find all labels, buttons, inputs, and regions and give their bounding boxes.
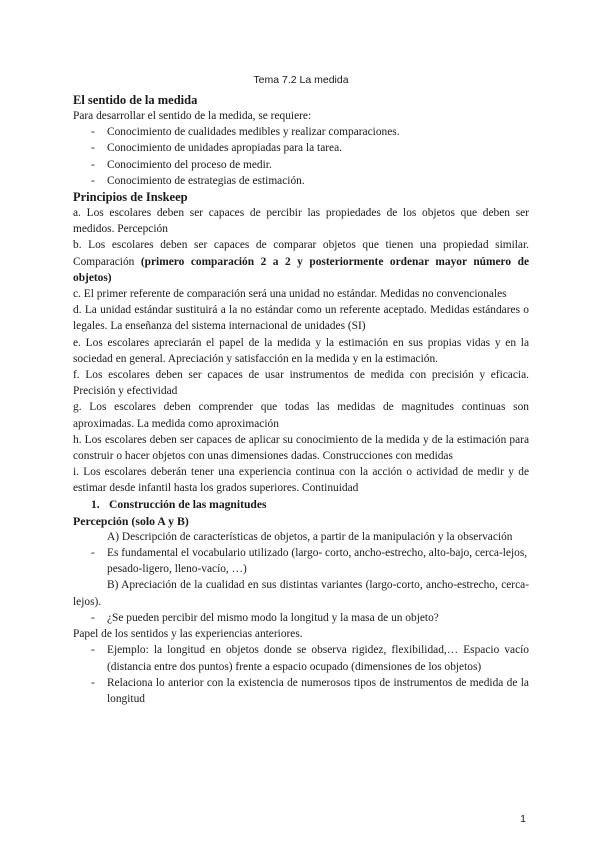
list-item: - Conocimiento del proceso de medir. (73, 157, 529, 173)
document-title: Tema 7.2 La medida (253, 74, 349, 86)
paragraph-b: B) Apreciación de la cualidad en sus distintas variantes (largo-corto, ancho-estrecho, cerca-lejos). (73, 579, 529, 608)
list-item: - Conocimiento de cualidades medibles y realizar comparaciones. (73, 124, 529, 140)
section-heading-text: Construcción de las magnitudes (109, 497, 267, 511)
heading-percepcion: Percepción (solo A y B) (73, 513, 189, 528)
intro-paragraph: Para desarrollar el sentido de la medida, se requiere: (73, 110, 312, 122)
principle-e: e. Los escolares apreciarán el papel de la medida y la estimación en sus propias vidas y en la sociedad en general. Apreciación y satisfacción en la medida y en la estimación. (73, 336, 529, 365)
heading-sentido-medida: El sentido de la medida (73, 93, 198, 107)
principle-b-text: b. Los escolares deben ser capaces de comparar objetos que tienen una propiedad similar. Comparación (73, 239, 529, 268)
list-item: - Conocimiento de estrategias de estimación. (73, 173, 529, 189)
principle-g: g. Los escolares deben comprender que todas las medidas de magnitudes continuas son aproximadas. La medida como aproximación (73, 401, 529, 430)
heading-principios-inskeep: Principios de Inskeep (73, 190, 188, 205)
paragraph-papel: Papel de los sentidos y las experiencias anteriores. (73, 628, 303, 641)
principle-c: c. El primer referente de comparación será una unidad no estándar. Medidas no convencionales (73, 288, 507, 301)
principle-h: h. Los escolares deben ser capaces de aplicar su conocimiento de la medida y de la estimación para construir o hacer objetos con unas dimensiones dadas. Construcciones con medidas (73, 433, 529, 463)
list-item: - Ejemplo: la longitud en objetos donde se observa rigidez, flexibilidad,… Espacio vacío (distancia entre dos puntos) frente a espacio ocupado (dimensiones de los objetos) (73, 642, 529, 674)
list-item: - Es fundamental el vocabulario utilizado (largo- corto, ancho-estrecho, alto-bajo, cerca-lejos, pesado-ligero, lleno-vacío, …) (73, 545, 529, 577)
document-page (73, 72, 529, 707)
section-number: 1. (91, 497, 100, 511)
principle-d: d. La unidad estándar sustituirá a la no estándar como un referente aceptado. Medidas estándares o legales. La enseñanza del sistema internacional de unidades (SI) (73, 304, 529, 333)
list-item: - Conocimiento de unidades apropiadas para la tarea. (73, 140, 529, 156)
list-item: - ¿Se pueden percibir del mismo modo la longitud y la masa de un objeto? (73, 610, 529, 626)
principle-a: a. Los escolares deben ser capaces de percibir las propiedades de los objetos que deben ser medidos. Percepción (73, 207, 529, 236)
heading-construccion-magnitudes (73, 497, 529, 513)
principle-f: f. Los escolares deben ser capaces de usar instrumentos de medida con precisión y eficacia. Precisión y efectividad (73, 369, 529, 398)
principle-b-bold: (primero comparación 2 a 2 y posteriormente ordenar mayor número de objetos) (73, 255, 529, 284)
principle-i: i. Los escolares deberán tener una experiencia continua con la acción o actividad de medir y de estimar desde infantil hasta los grados superiores. Continuidad (73, 466, 529, 495)
paragraph-a: A) Descripción de características de objetos, a partir de la manipulación y la observación (107, 530, 513, 543)
page-number: 1 (520, 813, 526, 825)
principle-b (73, 237, 529, 286)
list-item: - Relaciona lo anterior con la existencia de numerosos tipos de instrumentos de medida de la longitud (73, 675, 529, 707)
